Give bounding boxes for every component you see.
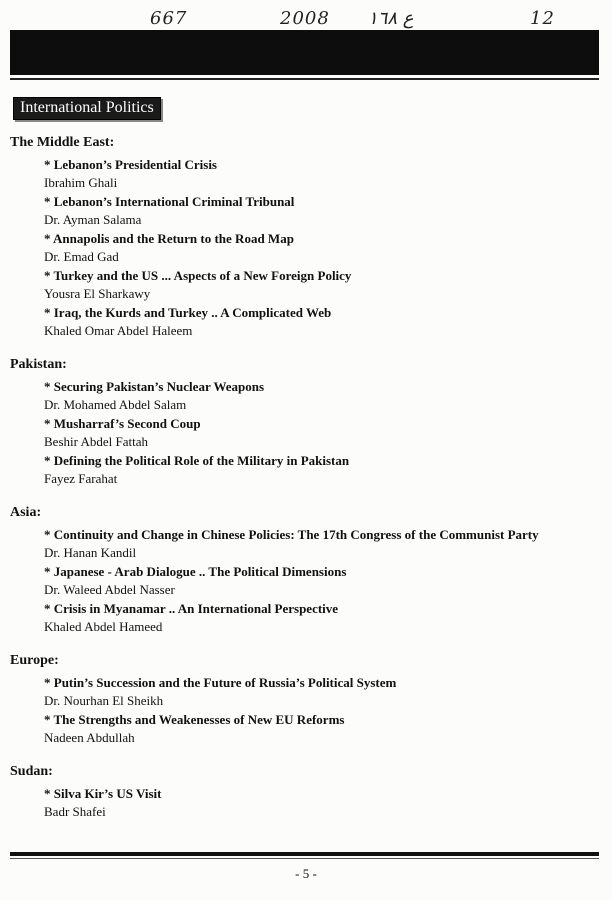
article-title: * Crisis in Myanamar .. An International Perspective: [44, 601, 339, 616]
list-item: [44, 267, 612, 303]
section-title: International Politics: [13, 97, 161, 120]
list-item: [44, 526, 612, 562]
article-title: * Iraq, the Kurds and Turkey .. A Complicated Web: [44, 305, 332, 320]
article-author: Dr. Hanan Kandil: [44, 545, 137, 560]
list-item: [44, 156, 612, 192]
article-author: Dr. Ayman Salama: [44, 212, 142, 227]
article-title: * Securing Pakistan’s Nuclear Weapons: [44, 379, 265, 394]
article-author: Nadeen Abdullah: [44, 730, 135, 745]
header-bar: [10, 30, 599, 75]
list-item: [44, 563, 612, 599]
list-item: [44, 711, 612, 747]
list-item: [44, 193, 612, 229]
article-title: * Annapolis and the Return to the Road Map: [44, 231, 294, 246]
article-author: Fayez Farahat: [44, 471, 118, 486]
article-title: * Turkey and the US ... Aspects of a New Foreign Policy: [44, 268, 352, 283]
handwritten-note: 12: [530, 8, 555, 29]
region-heading: Europe:: [10, 653, 59, 668]
article-title: * Putin’s Succession and the Future of Russia’s Political System: [44, 675, 397, 690]
list-item: [44, 230, 612, 266]
article-title: * Silva Kir’s US Visit: [44, 786, 162, 801]
article-author: Ibrahim Ghali: [44, 175, 118, 190]
list-item: [44, 600, 612, 636]
article-author: Khaled Abdel Hameed: [44, 619, 163, 634]
article-author: Khaled Omar Abdel Haleem: [44, 323, 193, 338]
list-item: [44, 674, 612, 710]
handwritten-note: 2008: [280, 8, 330, 29]
region-heading: Asia:: [10, 505, 42, 520]
article-author: Badr Shafei: [44, 804, 106, 819]
list-item: [44, 304, 612, 340]
handwritten-note: ع ١٦٨: [368, 8, 414, 29]
toc-section: [0, 652, 612, 747]
article-author: Dr. Nourhan El Sheikh: [44, 693, 164, 708]
toc-section: [0, 134, 612, 340]
toc-section: [0, 356, 612, 488]
toc-section: [0, 504, 612, 636]
article-title: * Lebanon’s International Criminal Tribunal: [44, 194, 295, 209]
list-item: [44, 452, 612, 488]
list-item: [44, 378, 612, 414]
article-title: * Defining the Political Role of the Military in Pakistan: [44, 453, 350, 468]
handwritten-note: 667: [150, 8, 188, 29]
toc-section: [0, 763, 612, 821]
footer-divider-thin: [10, 858, 599, 859]
article-title: * Musharraf’s Second Coup: [44, 416, 201, 431]
article-author: Dr. Waleed Abdel Nasser: [44, 582, 175, 597]
region-heading: Pakistan:: [10, 357, 67, 372]
list-item: [44, 415, 612, 451]
article-title: * The Strengths and Weakenesses of New EU Reforms: [44, 712, 345, 727]
article-author: Beshir Abdel Fattah: [44, 434, 148, 449]
footer-divider: [10, 852, 599, 856]
article-author: Dr. Mohamed Abdel Salam: [44, 397, 187, 412]
region-heading: Sudan:: [10, 764, 53, 779]
article-author: Dr. Emad Gad: [44, 249, 119, 264]
article-title: * Continuity and Change in Chinese Policies: The 17th Congress of the Communist Party: [44, 527, 539, 542]
page-number: - 5 -: [295, 866, 317, 881]
table-of-contents: [0, 134, 612, 837]
article-title: * Lebanon’s Presidential Crisis: [44, 157, 217, 172]
region-heading: The Middle East:: [10, 135, 115, 150]
article-title: * Japanese - Arab Dialogue .. The Political Dimensions: [44, 564, 347, 579]
list-item: [44, 785, 612, 821]
article-author: Yousra El Sharkawy: [44, 286, 151, 301]
header-divider: [10, 78, 599, 80]
